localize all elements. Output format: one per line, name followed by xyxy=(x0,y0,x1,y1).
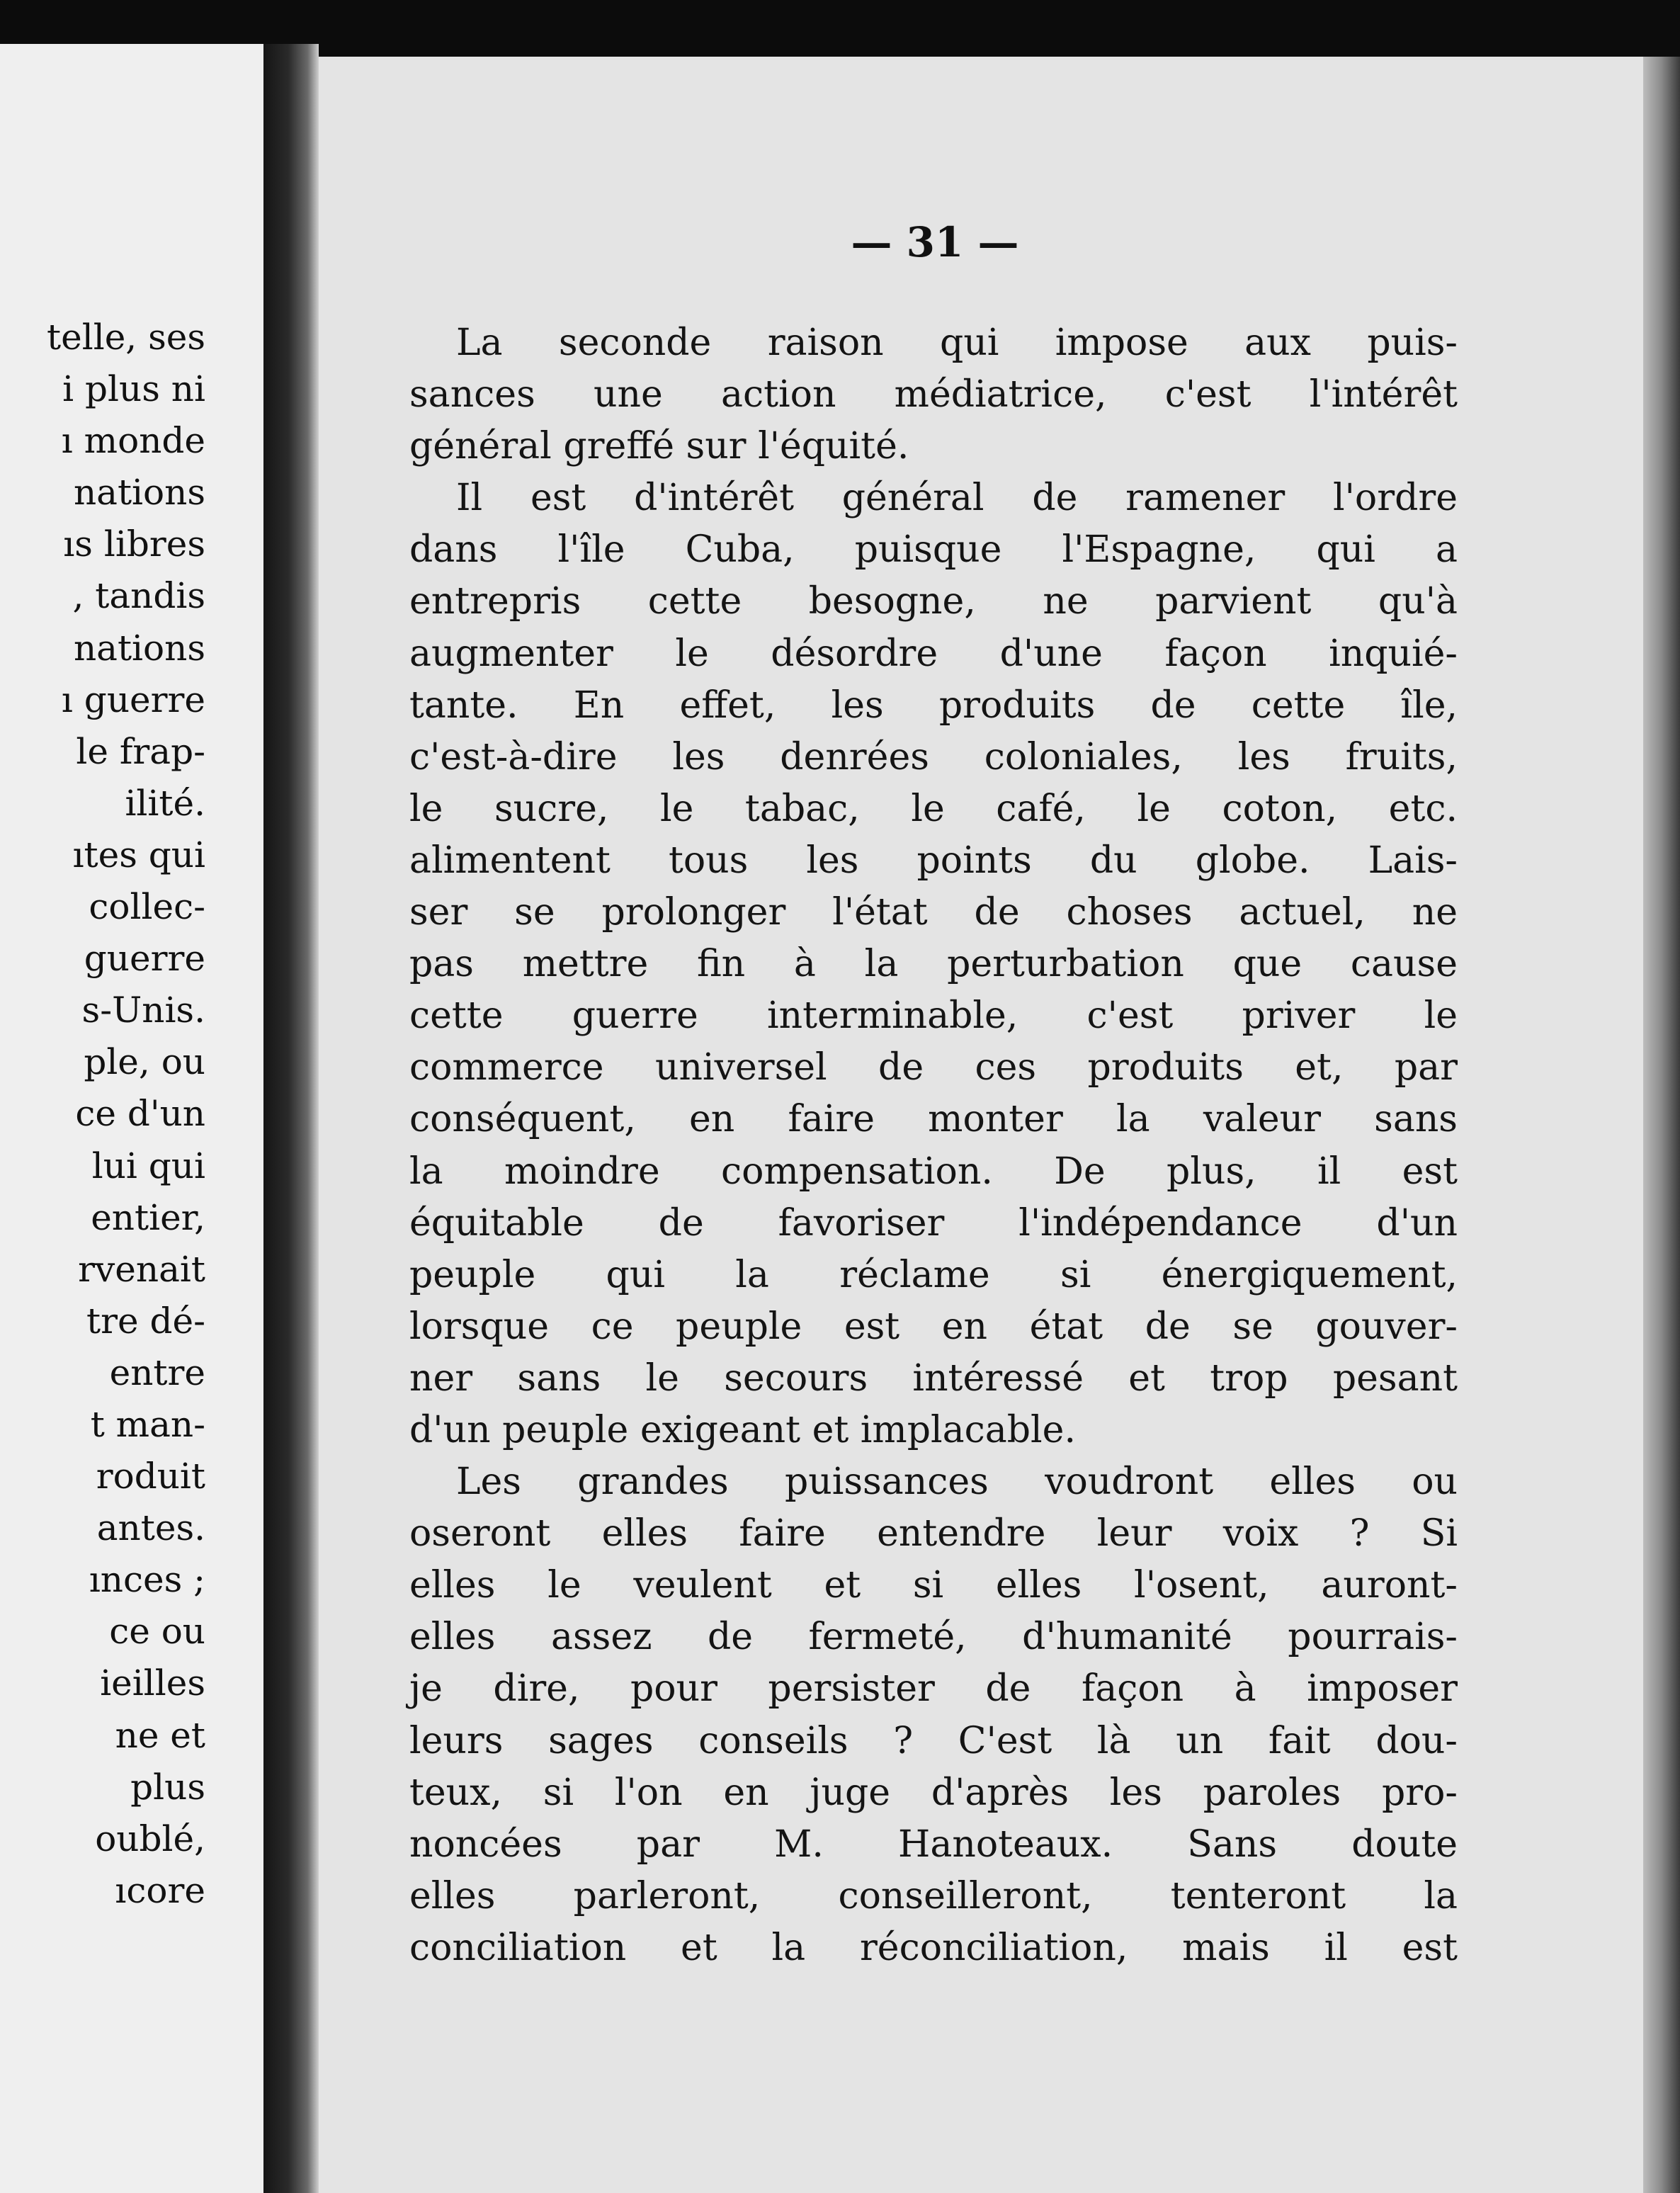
text-line: teux, si l'on en juge d'après les paroles pro- xyxy=(409,1771,1458,1814)
page-edge xyxy=(1643,57,1680,2193)
left-page-line: ı monde xyxy=(61,420,205,462)
left-page-line: ıtes qui xyxy=(72,834,205,876)
text-line: peuple qui la réclame si énergiquement, xyxy=(409,1253,1458,1296)
text-line: elles parleront, conseilleront, tenteront la xyxy=(409,1874,1458,1917)
left-page-line: ıs libres xyxy=(63,523,205,565)
text-line: équitable de favoriser l'indépendance d'un xyxy=(409,1201,1458,1245)
left-page-line: antes. xyxy=(96,1507,205,1549)
text-line: leurs sages conseils ? C'est là un fait dou- xyxy=(409,1719,1458,1762)
left-page-line: ieilles xyxy=(100,1662,205,1704)
left-page-line: nations xyxy=(73,472,205,514)
text-line: conciliation et la réconciliation, mais il est xyxy=(409,1926,1458,1969)
page-number: — 31 — xyxy=(851,218,1019,266)
text-line: commerce universel de ces produits et, par xyxy=(409,1046,1458,1089)
text-line: elles le veulent et si elles l'osent, auront- xyxy=(409,1564,1458,1607)
text-line: alimentent tous les points du globe. Lais- xyxy=(409,839,1458,882)
left-page-line: rvenait xyxy=(78,1248,205,1290)
left-page-line: ıcore xyxy=(115,1869,205,1911)
text-line: lorsque ce peuple est en état de se gouver- xyxy=(409,1305,1458,1348)
text-line: noncées par M. Hanoteaux. Sans doute xyxy=(409,1823,1458,1866)
left-page-line: guerre xyxy=(84,938,205,980)
text-line: ner sans le secours intéressé et trop pesant xyxy=(409,1356,1458,1400)
text-line: Il est d'intérêt général de ramener l'ordre xyxy=(456,477,1458,520)
left-page-text xyxy=(0,312,205,1917)
left-page-line: nations xyxy=(73,627,205,669)
text-line: sances une action médiatrice, c'est l'intérêt xyxy=(409,373,1458,416)
text-line: pas mettre fin à la perturbation que cause xyxy=(409,943,1458,986)
left-page-line: ı guerre xyxy=(61,679,205,720)
text-line: ser se prolonger l'état de choses actuel, ne xyxy=(409,891,1458,934)
left-page-line: ple, ou xyxy=(84,1041,205,1083)
left-page-line: entre xyxy=(109,1352,205,1393)
text-line: augmenter le désordre d'une façon inquié- xyxy=(409,632,1458,675)
text-line: d'un peuple exigeant et implacable. xyxy=(409,1408,1076,1451)
text-line: cette guerre interminable, c'est priver le xyxy=(409,994,1458,1038)
left-page-line: entier, xyxy=(91,1196,205,1238)
left-page-line: tre dé- xyxy=(86,1300,205,1342)
right-page xyxy=(319,57,1650,2193)
text-line: tante. En effet, les produits de cette île, xyxy=(409,684,1458,727)
left-page-line: ınces ; xyxy=(89,1559,205,1601)
text-line: elles assez de fermeté, d'humanité pourrais- xyxy=(409,1616,1458,1659)
left-page-line: oublé, xyxy=(95,1818,205,1859)
text-line: je dire, pour persister de façon à imposer xyxy=(409,1667,1458,1711)
left-page-line: collec- xyxy=(89,886,205,928)
text-line: Les grandes puissances voudront elles ou xyxy=(456,1461,1458,1504)
left-page-line: s-Unis. xyxy=(81,990,205,1031)
text-line: la moindre compensation. De plus, il est xyxy=(409,1150,1458,1193)
left-page-line: ce d'un xyxy=(75,1093,205,1135)
text-line: entrepris cette besogne, ne parvient qu'à xyxy=(409,580,1458,623)
text-line: général greffé sur l'équité. xyxy=(409,425,909,468)
text-line: La seconde raison qui impose aux puis- xyxy=(456,322,1458,364)
left-page-line: le frap- xyxy=(76,730,205,772)
left-page-line: plus xyxy=(130,1766,205,1808)
left-page-line: t man- xyxy=(90,1403,205,1445)
left-page-line: roduit xyxy=(96,1456,205,1497)
book-gutter xyxy=(263,44,319,2193)
text-line: le sucre, le tabac, le café, le coton, etc. xyxy=(409,787,1458,830)
text-line: oseront elles faire entendre leur voix ? Si xyxy=(409,1512,1458,1556)
text-line: conséquent, en faire monter la valeur sans xyxy=(409,1098,1458,1141)
left-page-line: ce ou xyxy=(109,1611,205,1653)
body-text xyxy=(409,317,1458,1974)
left-page-line: i plus ni xyxy=(62,368,205,410)
text-line: c'est-à-dire les denrées coloniales, les fruits, xyxy=(409,735,1458,778)
left-page-line: telle, ses xyxy=(47,317,205,358)
left-page-line: lui qui xyxy=(91,1145,205,1186)
left-page-line: ne et xyxy=(115,1714,205,1756)
left-page xyxy=(0,44,263,2193)
text-line: dans l'île Cuba, puisque l'Espagne, qui a xyxy=(409,528,1458,572)
left-page-line: ilité. xyxy=(125,782,205,824)
left-page-line: , tandis xyxy=(72,575,205,617)
